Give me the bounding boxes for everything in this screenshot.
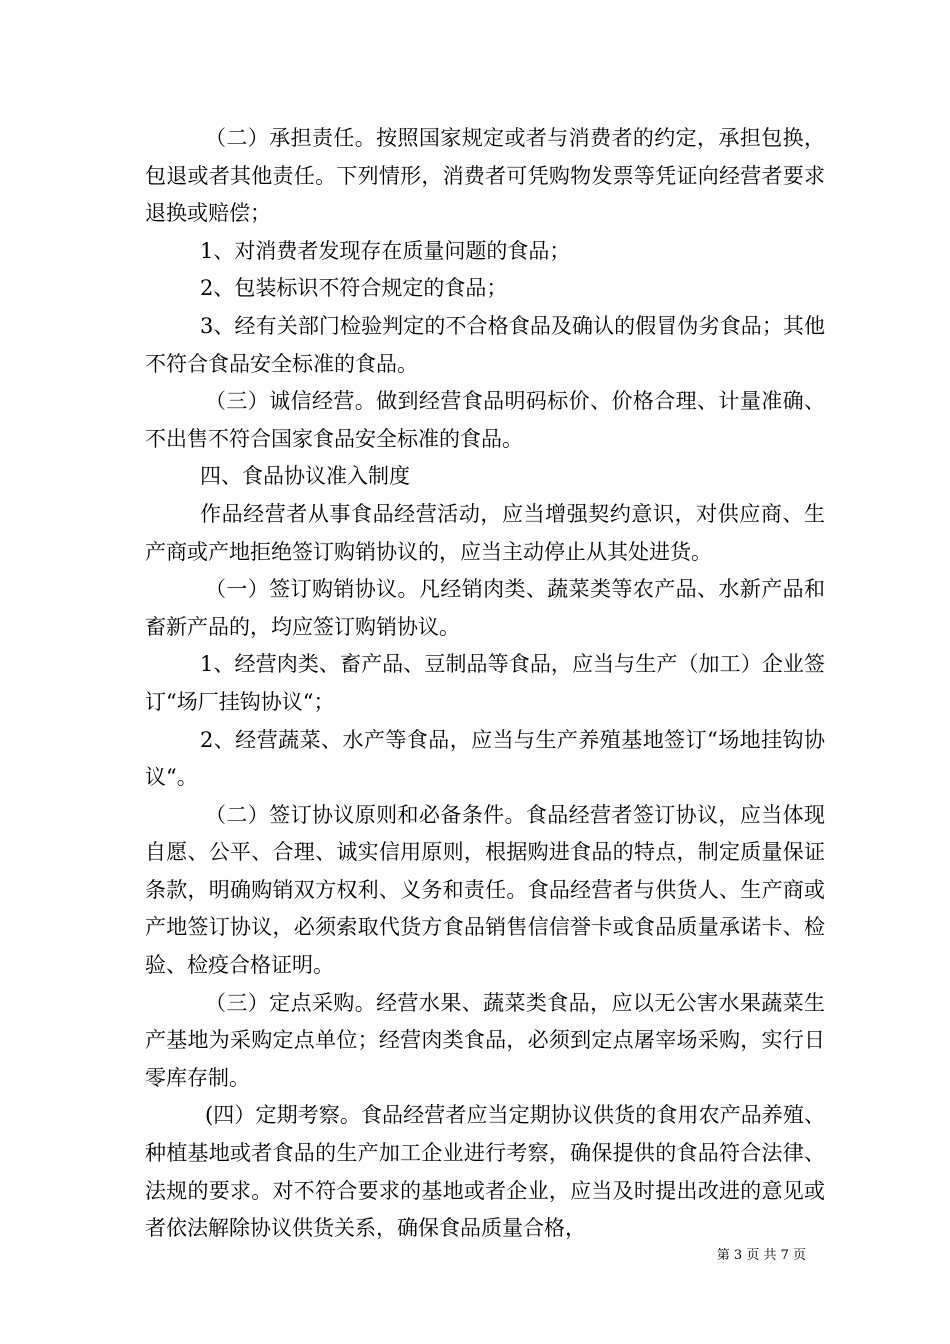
paragraph-item-2-packaging: 2、包装标识不符合规定的食品；	[200, 276, 508, 301]
paragraph-assume-responsibility: （二）承担责任。按照国家规定或者与消费者的约定，承担包换，包退或者其他责任。下列情形，消费者可凭购物发票等凭证向经营者要求退换或赔偿；	[145, 126, 825, 226]
page-number: 第 3 页 共 7 页	[716, 1248, 806, 1263]
paragraph-contract-awareness: 作品经营者从事食品经营活动，应当增强契约意识，对供应商、生产商或产地拒绝签订购销协议的，应当主动停止从其处进货。	[145, 501, 825, 564]
section-heading-agreement-access: 四、食品协议准入制度	[200, 464, 410, 489]
document-body	[145, 120, 825, 1248]
paragraph-vegetables-aquatic: 2、经营蔬菜、水产等食品，应当与生产养殖基地签订“场地挂钩协议“。	[145, 727, 825, 790]
paragraph-meat-products: 1、经营肉类、畜产品、豆制品等食品，应当与生产（加工）企业签订“场厂挂钩协议“；	[145, 652, 825, 714]
paragraph-honest-operation: （三）诚信经营。做到经营食品明码标价、价格合理、计量准确、不出售不符合国家食品安全标准的食品。	[145, 389, 825, 451]
paragraph-item-3-unqualified: 3、经有关部门检验判定的不合格食品及确认的假冒伪劣食品；其他不符合食品安全标准的食品。	[145, 313, 825, 376]
paragraph-item-1-quality-issue: 1、对消费者发现存在质量问题的食品；	[200, 238, 571, 263]
paragraph-agreement-principles: （二）签订协议原则和必备条件。食品经营者签订协议，应当体现自愿、公平、合理、诚实信用原则，根据购进食品的特点，制定质量保证条款，明确购销双方权利、义务和责任。食品经营者与供货人、生产商或产地签订协议，必须索取代货方食品销售信信誉卡或食品质量承诺卡、检验、检疫合格证明。	[145, 802, 825, 978]
paragraph-periodic-inspection: (四）定期考察。食品经营者应当定期协议供货的食用农产品养殖、种植基地或者食品的生产加工企业进行考察，确保提供的食品符合法律、法规的要求。对不符合要求的基地或者企业，应当及时提出改进的意见或者依法解除协议供货关系，确保食品质量合格，	[145, 1103, 825, 1241]
paragraph-sign-agreement: （一）签订购销协议。凡经销肉类、蔬菜类等农产品、水新产品和畜新产品的，均应签订购销协议。	[145, 577, 825, 639]
paragraph-designated-purchase: （三）定点采购。经营水果、蔬菜类食品，应以无公害水果蔬菜生产基地为采购定点单位；经营肉类食品，必须到定点屠宰场采购，实行日零库存制。	[145, 990, 825, 1090]
